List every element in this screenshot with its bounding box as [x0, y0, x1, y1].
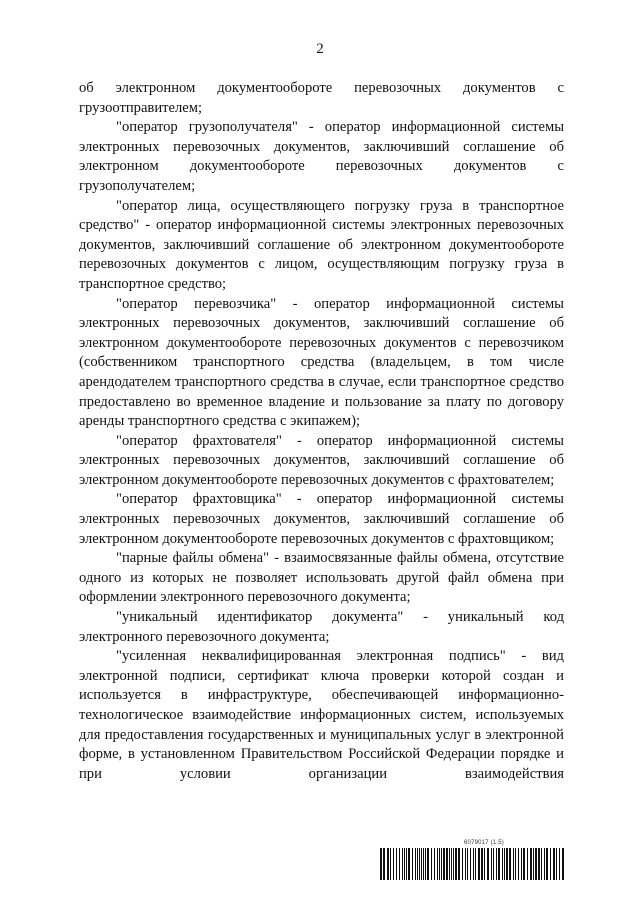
barcode-bar — [387, 848, 389, 880]
paragraph-7: "парные файлы обмена" - взаимосвязанные файлы обмена, отсутствие одного из которых не позволяет использовать другой файл обмена при оформлении электронного перевозочного документа; — [79, 550, 564, 606]
barcode-bar — [465, 848, 466, 880]
barcode-bar — [380, 848, 382, 880]
barcode-bar — [383, 848, 385, 880]
barcode-bar — [478, 848, 480, 880]
barcode-bar — [455, 848, 457, 880]
barcode-image — [380, 848, 566, 880]
barcode-bar — [451, 848, 452, 880]
barcode-bar — [473, 848, 474, 880]
barcode-bar — [487, 848, 489, 880]
barcode-bar — [441, 848, 442, 880]
barcode-bar — [423, 848, 424, 880]
paragraph-3: "оператор лица, осуществляющего погрузку груза в транспортное средство" - оператор информационной системы электронных перевозочных документов, заключивший соглашение об электронном документообороте перевозочных документов с лицом, осуществляющим погрузку груза в транспортное средство; — [79, 197, 564, 292]
barcode-bar — [518, 848, 519, 880]
paragraph-6: "оператор фрахтовщика" - оператор информационной системы электронных перевозочных документов, заключивший соглашение об электронном документообороте перевозочных документов с фрахтовщиком; — [79, 491, 564, 547]
barcode-bar — [475, 848, 476, 880]
paragraph-8: "уникальный идентификатор документа" - уникальный код электронного перевозочного документа; — [79, 609, 564, 645]
barcode-bar — [421, 848, 422, 880]
barcode-bar — [513, 848, 514, 880]
barcode-bar — [443, 848, 445, 880]
barcode-bar — [533, 848, 534, 880]
barcode-bar — [417, 848, 418, 880]
paragraph-1: об электронном документообороте перевозочных документов с грузоотправителем; — [79, 80, 564, 116]
barcode-bar — [550, 848, 551, 880]
barcode-bar — [408, 848, 410, 880]
barcode-bar — [553, 848, 555, 880]
barcode-bar — [399, 848, 400, 880]
barcode-bar — [515, 848, 516, 880]
barcode-bar — [506, 848, 508, 880]
barcode-bar — [498, 848, 500, 880]
barcode-bar — [396, 848, 397, 880]
barcode-bar — [546, 848, 548, 880]
paragraph-5: "оператор фрахтователя" - оператор информационной системы электронных перевозочных документов, заключивший соглашение об электронном документообороте перевозочных документов с фрахтователем; — [79, 432, 564, 488]
barcode-bar — [521, 848, 522, 880]
barcode-bar — [406, 848, 407, 880]
barcode-caption: 6079017 (1.5) — [464, 840, 504, 846]
barcode-bar — [439, 848, 440, 880]
barcode-bar — [458, 848, 460, 880]
barcode-bar — [449, 848, 450, 880]
barcode-bar — [562, 848, 564, 880]
paragraph-2: "оператор грузополучателя" - оператор информационной системы электронных перевозочных документов, заключивший соглашение об электронном документообороте перевозочных документов с грузополучателем; — [79, 119, 564, 194]
barcode-bar — [502, 848, 503, 880]
barcode-bar — [431, 848, 432, 880]
barcode-bar — [402, 848, 403, 880]
barcode-bar — [481, 848, 483, 880]
barcode-bar — [491, 848, 492, 880]
barcode-bar — [446, 848, 448, 880]
barcode-bar — [530, 848, 532, 880]
barcode-bar — [509, 848, 511, 880]
document-barcode-block — [380, 840, 566, 880]
barcode-bar — [556, 848, 557, 880]
barcode-bar — [415, 848, 416, 880]
barcode-bar — [434, 848, 435, 880]
barcode-bar — [404, 848, 405, 880]
barcode-bar — [393, 848, 394, 880]
barcode-bar — [496, 848, 497, 880]
barcode-bar — [462, 848, 463, 880]
barcode-bar — [541, 848, 542, 880]
page-number: 2 — [316, 41, 324, 57]
barcode-bar — [453, 848, 454, 880]
barcode-bar — [523, 848, 525, 880]
barcode-bar — [538, 848, 540, 880]
barcode-bar — [504, 848, 505, 880]
barcode-bar — [527, 848, 528, 880]
barcode-bar — [559, 848, 560, 880]
barcode-bar — [419, 848, 420, 880]
barcode-bar — [467, 848, 468, 880]
paragraph-4: "оператор перевозчика" - оператор информационной системы электронных перевозочных документов, заключивший соглашение об электронном документообороте перевозочных документов с перевозчиком (собственником транспортного средства (владельцем, в том числе арендодателем транспортного средства в случае, если транспортное средство предоставлено во временное владение и пользование за плату по договору аренды транспортного средства с экипажем); — [79, 295, 564, 430]
barcode-bar — [437, 848, 438, 880]
barcode-bar — [425, 848, 426, 880]
barcode-bar — [412, 848, 413, 880]
paragraph-9: "усиленная неквалифицированная электронная подпись" - вид электронной подписи, сертификат ключа проверки которой создан и используется в инфраструктуре, обеспечивающей информационно-технологическое взаимодействие информационных систем, используемых для предоставления государственных и муниципальных услуг в электронной форме, в установленном Правительством Российской Федерации порядке и при условии организации взаимодействия — [79, 648, 564, 782]
barcode-bar — [493, 848, 494, 880]
barcode-bar — [544, 848, 545, 880]
barcode-bar — [535, 848, 537, 880]
barcode-bar — [470, 848, 471, 880]
barcode-bar — [390, 848, 391, 880]
document-body — [79, 79, 564, 784]
barcode-bar — [427, 848, 429, 880]
barcode-bar — [484, 848, 485, 880]
